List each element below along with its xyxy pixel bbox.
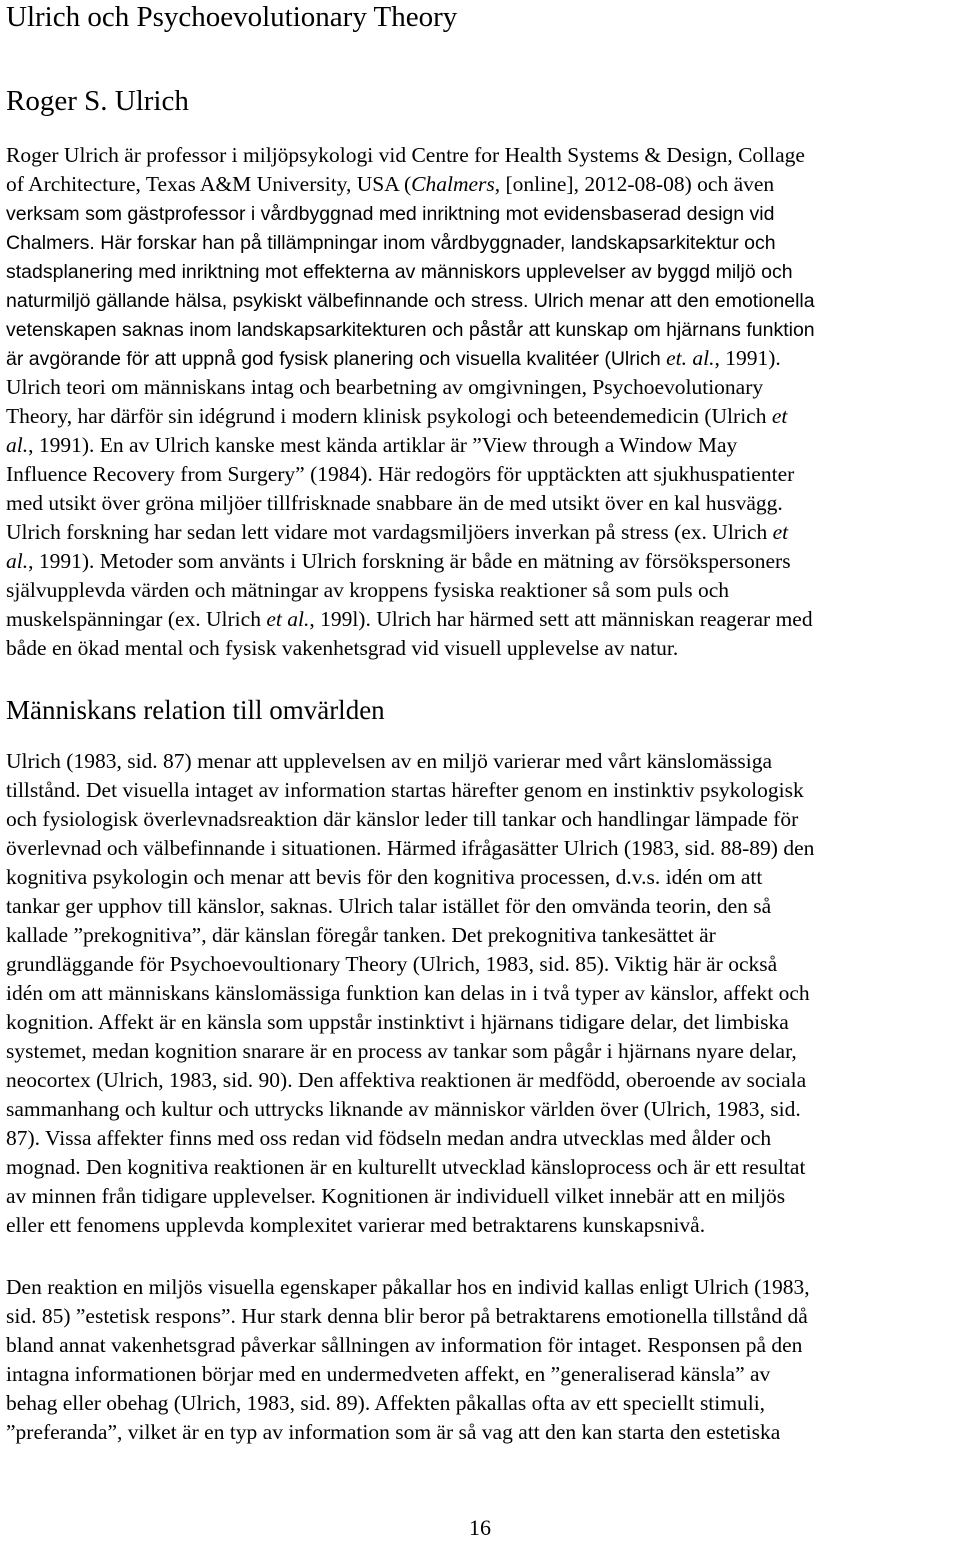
text-line: [6, 199, 956, 228]
text-segment: idén om att människans känslomässiga funktion kan delas in i två typer av känslor, affekt och: [6, 981, 810, 1005]
text-segment: et. al.: [666, 346, 715, 370]
author-heading: Roger S. Ulrich: [6, 85, 189, 117]
text-line: [6, 460, 956, 489]
text-line: [6, 228, 956, 257]
text-segment: neocortex (Ulrich, 1983, sid. 90). Den affektiva reaktionen är medfödd, oberoende av sociala: [6, 1068, 807, 1092]
text-segment: Den reaktion en miljös visuella egenskaper påkallar hos en individ kallas enligt Ulrich (1983,: [6, 1275, 810, 1299]
text-line: [6, 921, 956, 950]
text-segment: tillstånd. Det visuella intaget av information startas härefter genom en instinktiv psykologisk: [6, 778, 804, 802]
text-segment: Ulrich menar att den emotionella: [533, 290, 815, 312]
text-segment: sid. 85) ”estetisk respons”. Hur stark denna blir beror på betraktarens emotionella tillstånd då: [6, 1304, 808, 1328]
text-line: [6, 605, 956, 634]
text-segment: Chalmers: [411, 172, 495, 196]
text-line: [6, 1095, 956, 1124]
text-line: [6, 805, 956, 834]
text-line: [6, 776, 956, 805]
text-segment: med utsikt över gröna miljöer tillfrisknade snabbare än de med utsikt över en kal husvägg.: [6, 491, 783, 515]
text-segment: naturmiljö gällande hälsa, psykiskt välbefinnande och stress.: [6, 290, 534, 312]
section-heading: Människans relation till omvärlden: [6, 695, 385, 725]
text-segment: , 1991). En av Ulrich kanske mest kända artiklar är ”View through a Window May: [28, 433, 738, 457]
text-segment: Theory, har därför sin idégrund i modern klinisk psykologi och beteendemedicin (Ulrich: [6, 404, 772, 428]
text-line: [6, 1389, 956, 1418]
text-line: [6, 747, 956, 776]
text-segment: intagna informationen börjar med en undermedveten affekt, en ”generaliserad känsla” av: [6, 1362, 771, 1386]
text-line: [6, 863, 956, 892]
text-line: [6, 518, 956, 547]
text-line: [6, 286, 956, 315]
text-line: [6, 1153, 956, 1182]
text-line: [6, 1331, 956, 1360]
text-line: [6, 1037, 956, 1066]
text-segment: kognition. Affekt är en känsla som uppstår instinktivt i hjärnans tidigare delar, det limbiska: [6, 1010, 789, 1034]
page-number: 16: [469, 1515, 491, 1540]
text-segment: sammanhang och kultur och uttrycks liknande av människor världen över (Ulrich, 1983, sid.: [6, 1097, 801, 1121]
text-segment: Roger Ulrich är professor i miljöpsykologi vid Centre for Health Systems & Design, Collage: [6, 143, 805, 167]
text-segment: al.: [6, 433, 29, 457]
text-segment: muskelspänningar (ex. Ulrich: [6, 607, 267, 631]
text-line: [6, 634, 956, 663]
text-line: [6, 170, 956, 199]
text-segment: grundläggande för Psychoevoultionary Theory (Ulrich, 1983, sid. 85). Viktig här är också: [6, 952, 778, 976]
text-segment: tankar ger upphov till känslor, saknas. Ulrich talar istället för den omvända teorin, den så: [6, 894, 772, 918]
text-segment: ”preferanda”, vilket är en typ av information som är så vag att den kan starta den estetiska: [6, 1420, 781, 1444]
text-segment: et: [771, 404, 788, 428]
text-segment: vetenskapen saknas inom landskapsarkitekturen och påstår att kunskap om hjärnans funktion: [6, 319, 815, 341]
text-segment: och fysiologisk överlevnadsreaktion där känslor leder till tankar och handlingar lämpade för: [6, 807, 799, 831]
text-segment: et al.: [266, 607, 310, 631]
text-segment: Här forskar han på tillämpningar inom vårdbyggnader, landskapsarkitektur och: [100, 232, 776, 254]
text-line: [6, 547, 956, 576]
text-line: [6, 257, 956, 286]
text-line: [6, 1182, 956, 1211]
text-line: [6, 489, 956, 518]
page-title: Ulrich och Psychoevolutionary Theory: [6, 1, 458, 33]
text-line: [6, 141, 956, 170]
text-line: [6, 344, 956, 373]
text-line: [6, 834, 956, 863]
text-segment: Influence Recovery from Surgery” (1984). Här redogörs för upptäckten att sjukhuspatienter: [6, 462, 795, 486]
text-line: [6, 402, 956, 431]
text-line: [6, 1302, 956, 1331]
text-line: [6, 950, 956, 979]
text-segment: , 1991). Metoder som använts i Ulrich forskning är både en mätning av försökspersoners: [28, 549, 791, 573]
text-segment: eller ett fenomens upplevda komplexitet varierar med betraktarens kunskapsnivå.: [6, 1213, 706, 1237]
paragraph-aesthetic-response: [6, 1273, 956, 1447]
text-segment: Ulrich teori om människans intag och bearbetning av omgivningen, Psychoevolutionary: [6, 375, 764, 399]
text-line: [6, 1418, 956, 1447]
text-segment: är avgörande för att uppnå god fysisk planering och visuella kvalitéer (Ulrich: [6, 348, 667, 370]
text-line: [6, 1273, 956, 1302]
text-segment: Ulrich (1983, sid. 87) menar att upplevelsen av en miljö varierar med vårt känslomässiga: [6, 749, 773, 773]
text-segment: av minnen från tidigare upplevelser. Kognitionen är individuell vilket innebär att en miljös: [6, 1184, 786, 1208]
text-line: [6, 373, 956, 402]
text-segment: kognitiva psykologin och menar att bevis för den kognitiva processen, d.v.s. idén om att: [6, 865, 763, 889]
text-segment: mognad. Den kognitiva reaktionen är en kulturellt utvecklad känsloprocess och är ett resultat: [6, 1155, 806, 1179]
text-segment: Chalmers.: [6, 232, 101, 254]
paragraph-intro: [6, 141, 956, 663]
text-line: [6, 892, 956, 921]
text-segment: stadsplanering med inriktning mot effekterna av människors upplevelser av byggd miljö och: [6, 261, 793, 283]
text-segment: behag eller obehag (Ulrich, 1983, sid. 89). Affekten påkallas ofta av ett speciellt stimuli,: [6, 1391, 766, 1415]
text-segment: Ulrich forskning har sedan lett vidare mot vardagsmiljöers inverkan på stress (ex. Ulrich: [6, 520, 773, 544]
text-segment: både en ökad mental och fysisk vakenhetsgrad vid visuell upplevelse av natur.: [6, 636, 679, 660]
text-segment: självupplevda värden och mätningar av kroppens fysiska reaktioner så som puls och: [6, 578, 730, 602]
text-segment: bland annat vakenhetsgrad påverkar sållningen av information för intaget. Responsen på den: [6, 1333, 803, 1357]
text-line: [6, 1211, 956, 1240]
paragraph-emotion: [6, 747, 956, 1240]
text-segment: kallade ”prekognitiva”, där känslan föregår tanken. Det prekognitiva tankesättet är: [6, 923, 716, 947]
text-segment: överlevnad och välbefinnande i situationen. Härmed ifrågasätter Ulrich (1983, sid. 88-89) den: [6, 836, 815, 860]
text-segment: al.: [6, 549, 29, 573]
text-segment: , [online], 2012-08-08) och även: [494, 172, 775, 196]
text-line: [6, 1066, 956, 1095]
text-segment: systemet, medan kognition snarare är en process av tankar som pågår i hjärnans nyare delar,: [6, 1039, 797, 1063]
text-line: [6, 315, 956, 344]
text-segment: , 199l). Ulrich har härmed sett att människan reagerar med: [309, 607, 813, 631]
text-segment: 87). Vissa affekter finns med oss redan vid födseln medan andra utvecklas med ålder och: [6, 1126, 772, 1150]
text-segment: of Architecture, Texas A&M University, USA (: [6, 172, 412, 196]
text-line: [6, 576, 956, 605]
text-line: [6, 1124, 956, 1153]
text-segment: et: [772, 520, 789, 544]
text-line: [6, 1008, 956, 1037]
text-segment: verksam som gästprofessor i vårdbyggnad med inriktning mot evidensbaserad design vid: [6, 203, 775, 225]
text-line: [6, 431, 956, 460]
text-line: [6, 1360, 956, 1389]
text-segment: , 1991).: [714, 346, 781, 370]
text-line: [6, 979, 956, 1008]
